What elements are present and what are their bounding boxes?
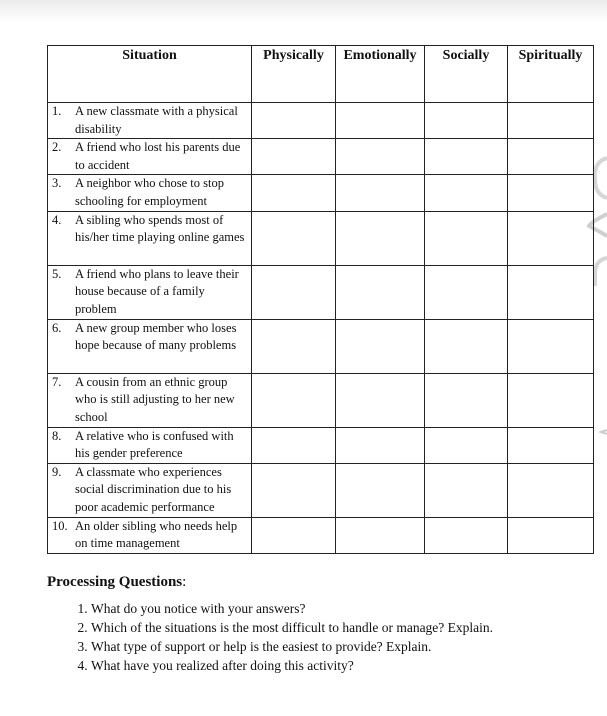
row-number: 5. bbox=[52, 266, 62, 281]
situation-text: A relative who is confused with his gender preference bbox=[75, 428, 234, 461]
row-number: 2. bbox=[52, 140, 62, 155]
socially-cell[interactable] bbox=[425, 139, 508, 175]
physically-cell[interactable] bbox=[252, 265, 336, 319]
row-number: 4. bbox=[52, 212, 62, 227]
socially-cell[interactable] bbox=[425, 175, 508, 211]
socially-cell[interactable] bbox=[425, 517, 508, 553]
socially-cell[interactable] bbox=[425, 211, 508, 265]
emotionally-cell[interactable] bbox=[336, 463, 425, 517]
physically-cell[interactable] bbox=[252, 319, 336, 373]
situation-cell bbox=[48, 373, 252, 427]
emotionally-cell[interactable] bbox=[336, 103, 425, 139]
row-number: 7. bbox=[52, 374, 62, 389]
table-row bbox=[48, 427, 594, 463]
table-header-row bbox=[48, 46, 594, 103]
situation-text: A friend who lost his parents due to accident bbox=[75, 140, 241, 172]
situation-text: A sibling who spends most of his/her time playing online games bbox=[75, 212, 245, 245]
question-item: 3. What type of support or help is the easiest to provide? Explain. bbox=[91, 637, 587, 656]
socially-cell[interactable] bbox=[425, 319, 508, 373]
situation-text: A friend who plans to leave their house because of a family problem bbox=[75, 266, 239, 316]
header-emotionally: Emotionally bbox=[336, 46, 425, 103]
question-item: 2. Which of the situations is the most difficult to handle or manage? Explain. bbox=[91, 618, 587, 637]
socially-cell[interactable] bbox=[425, 373, 508, 427]
emotionally-cell[interactable] bbox=[336, 139, 425, 175]
emotionally-cell[interactable] bbox=[336, 211, 425, 265]
table-row bbox=[48, 175, 594, 211]
table-row bbox=[48, 517, 594, 553]
spiritually-cell[interactable] bbox=[508, 427, 594, 463]
page-top-shadow bbox=[0, 0, 607, 22]
header-spiritually: Spiritually bbox=[508, 46, 594, 103]
physically-cell[interactable] bbox=[252, 211, 336, 265]
edge-mark-4 bbox=[601, 430, 607, 434]
row-number: 1. bbox=[52, 104, 62, 118]
socially-cell[interactable] bbox=[425, 463, 508, 517]
physically-cell[interactable] bbox=[252, 139, 336, 175]
situation-cell bbox=[48, 517, 252, 553]
situation-table bbox=[47, 45, 594, 554]
row-number: 8. bbox=[52, 428, 62, 443]
socially-cell[interactable] bbox=[425, 103, 508, 139]
situation-cell bbox=[48, 139, 252, 175]
physically-cell[interactable] bbox=[252, 103, 336, 139]
table-row bbox=[48, 265, 594, 319]
row-number: 6. bbox=[52, 320, 62, 335]
processing-questions-section bbox=[47, 574, 587, 675]
spiritually-cell[interactable] bbox=[508, 211, 594, 265]
spiritually-cell[interactable] bbox=[508, 265, 594, 319]
spiritually-cell[interactable] bbox=[508, 103, 594, 139]
situation-text: A cousin from an ethnic group who is still adjusting to her new school bbox=[75, 374, 235, 424]
spiritually-cell[interactable] bbox=[508, 139, 594, 175]
situation-cell bbox=[48, 211, 252, 265]
situation-cell bbox=[48, 427, 252, 463]
situation-text: A neighbor who chose to stop schooling for employment bbox=[75, 176, 224, 208]
emotionally-cell[interactable] bbox=[336, 373, 425, 427]
situation-cell bbox=[48, 463, 252, 517]
emotionally-cell[interactable] bbox=[336, 265, 425, 319]
situation-text: A classmate who experiences social discrimination due to his poor academic performance bbox=[75, 464, 232, 514]
table-row bbox=[48, 103, 594, 139]
header-physically: Physically bbox=[252, 46, 336, 103]
emotionally-cell[interactable] bbox=[336, 319, 425, 373]
physically-cell[interactable] bbox=[252, 463, 336, 517]
situation-text: A new classmate with a physical disability bbox=[75, 104, 238, 136]
question-item: 1. What do you notice with your answers? bbox=[91, 599, 587, 618]
socially-cell[interactable] bbox=[425, 427, 508, 463]
spiritually-cell[interactable] bbox=[508, 463, 594, 517]
table-row bbox=[48, 319, 594, 373]
questions-list bbox=[47, 599, 587, 675]
header-situation: Situation bbox=[48, 46, 252, 103]
emotionally-cell[interactable] bbox=[336, 427, 425, 463]
processing-title-colon: : bbox=[182, 574, 187, 590]
row-number: 3. bbox=[52, 176, 62, 191]
edge-mark-3 bbox=[595, 258, 607, 286]
physically-cell[interactable] bbox=[252, 517, 336, 553]
row-number: 9. bbox=[52, 464, 62, 479]
situation-cell bbox=[48, 175, 252, 211]
emotionally-cell[interactable] bbox=[336, 175, 425, 211]
row-number: 10. bbox=[52, 518, 68, 533]
edge-mark-1 bbox=[595, 158, 607, 198]
spiritually-cell[interactable] bbox=[508, 373, 594, 427]
physically-cell[interactable] bbox=[252, 175, 336, 211]
situation-text: A new group member who loses hope because of many problems bbox=[75, 320, 237, 353]
table-row bbox=[48, 211, 594, 265]
table-row bbox=[48, 463, 594, 517]
socially-cell[interactable] bbox=[425, 265, 508, 319]
spiritually-cell[interactable] bbox=[508, 319, 594, 373]
situation-cell bbox=[48, 265, 252, 319]
situation-text: An older sibling who needs help on time management bbox=[75, 518, 238, 551]
physically-cell[interactable] bbox=[252, 373, 336, 427]
processing-title bbox=[47, 574, 587, 591]
physically-cell[interactable] bbox=[252, 427, 336, 463]
header-socially: Socially bbox=[425, 46, 508, 103]
spiritually-cell[interactable] bbox=[508, 517, 594, 553]
spiritually-cell[interactable] bbox=[508, 175, 594, 211]
table-row bbox=[48, 373, 594, 427]
emotionally-cell[interactable] bbox=[336, 517, 425, 553]
situation-cell bbox=[48, 103, 252, 139]
processing-title-text: Processing Questions bbox=[47, 574, 183, 590]
situation-cell bbox=[48, 319, 252, 373]
table-row bbox=[48, 139, 594, 175]
question-item: 4. What have you realized after doing this activity? bbox=[91, 656, 587, 675]
